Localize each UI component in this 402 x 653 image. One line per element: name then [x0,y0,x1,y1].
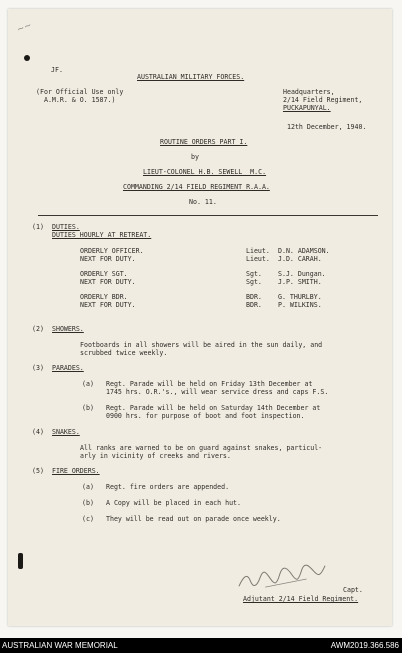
orders-title: ROUTINE ORDERS PART I. [160,138,248,146]
orders-by: by [191,153,199,161]
duties-subheading: DUTIES HOURLY AT RETREAT. [52,231,152,239]
showers-heading: SHOWERS. [52,325,84,333]
hole-punch-top [24,55,30,61]
fire-item-label: (c) [82,515,94,523]
duty-rank: Sgt. [246,278,262,286]
official-use-line-2: A.M.R. & O. 1587.) [40,96,116,104]
duty-name: J.P. SMITH. [278,278,322,286]
order-date: 12th December, 1940. [287,123,367,131]
duty-rank: Lieut. [246,255,270,263]
duty-rank: Lieut. [246,247,270,255]
duty-role: ORDERLY SGT. [80,270,128,278]
section-1-number: (1) [32,223,44,231]
fire-item-text: They will be read out on parade once weekly. [106,515,281,523]
duty-name: P. WILKINS. [278,301,322,309]
signoff-rank: Capt. [343,586,363,594]
showers-text-line-2: scrubbed twice weekly. [80,349,168,357]
parades-heading: PARADES. [52,364,84,372]
divider [38,215,378,216]
archive-footer [0,638,402,653]
header-center: AUSTRALIAN MILITARY FORCES. [137,73,245,81]
section-3-number: (3) [32,364,44,372]
official-use-line-1: (For Official Use only [36,88,124,96]
duty-name: S.J. Dungan. [278,270,326,278]
duty-name: J.D. CARAH. [278,255,322,263]
fire-item-text: Regt. fire orders are appended. [106,483,230,491]
section-4-number: (4) [32,428,44,436]
order-number: No. 11. [189,198,217,206]
commanding-unit: COMMANDING 2/14 FIELD REGIMENT R.A.A. [123,183,270,191]
parade-a-label: (a) [82,380,94,388]
handwritten-pencil-mark: ~~ [15,20,34,36]
parade-a-line-1: Regt. Parade will be held on Friday 13th December at [106,380,313,388]
fire-item-label: (a) [82,483,94,491]
section-5-number: (5) [32,467,44,475]
duty-rank: Sgt. [246,270,262,278]
commanding-officer: LIEUT-COLONEL H.B. SEWELL M.C. [143,168,267,176]
hq-line-1: Headquarters, [283,88,335,96]
duty-role: NEXT FOR DUTY. [80,255,136,263]
parade-b-line-1: Regt. Parade will be held on Saturday 14th December at [106,404,321,412]
section-2-number: (2) [32,325,44,333]
duty-name: D.N. ADAMSON. [278,247,330,255]
duty-role: ORDERLY OFFICER. [80,247,144,255]
duties-heading: DUTIES. [52,223,80,231]
duty-rank: BDR. [246,293,262,301]
parade-b-label: (b) [82,404,94,412]
document-page [8,9,392,626]
footer-accession-number: AWM2019.366.586 [330,641,399,650]
fire-orders-heading: FIRE ORDERS. [52,467,100,475]
handwritten-signature [235,559,329,592]
duty-rank: BDR. [246,301,262,309]
hq-line-2: 2/14 Field Regiment, [283,96,363,104]
snakes-text-line-2: arly in vicinity of creeks and rivers. [80,452,231,460]
parade-b-line-2: 0900 hrs. for purpose of boot and foot inspection. [106,412,305,420]
duty-name: G. THURLBY. [278,293,322,301]
duty-role: NEXT FOR DUTY. [80,278,136,286]
showers-text-line-1: Footboards in all showers will be aired in the sun daily, and [80,341,323,349]
snakes-heading: SNAKES. [52,428,80,436]
file-ref: JF. [51,66,63,74]
hole-punch-bottom [18,553,23,569]
fire-item-label: (b) [82,499,94,507]
parade-a-line-2: 1745 hrs. O.R.'s., will wear service dress and caps F.S. [106,388,329,396]
duty-role: NEXT FOR DUTY. [80,301,136,309]
snakes-text-line-1: All ranks are warned to be on guard against snakes, particul- [80,444,323,452]
footer-institution: AUSTRALIAN WAR MEMORIAL [2,641,118,650]
hq-line-3: PUCKAPUNYAL. [283,104,331,112]
signoff-role: Adjutant 2/14 Field Regiment. [243,595,359,603]
duty-role: ORDERLY BDR. [80,293,128,301]
fire-item-text: A Copy will be placed in each hut. [106,499,241,507]
